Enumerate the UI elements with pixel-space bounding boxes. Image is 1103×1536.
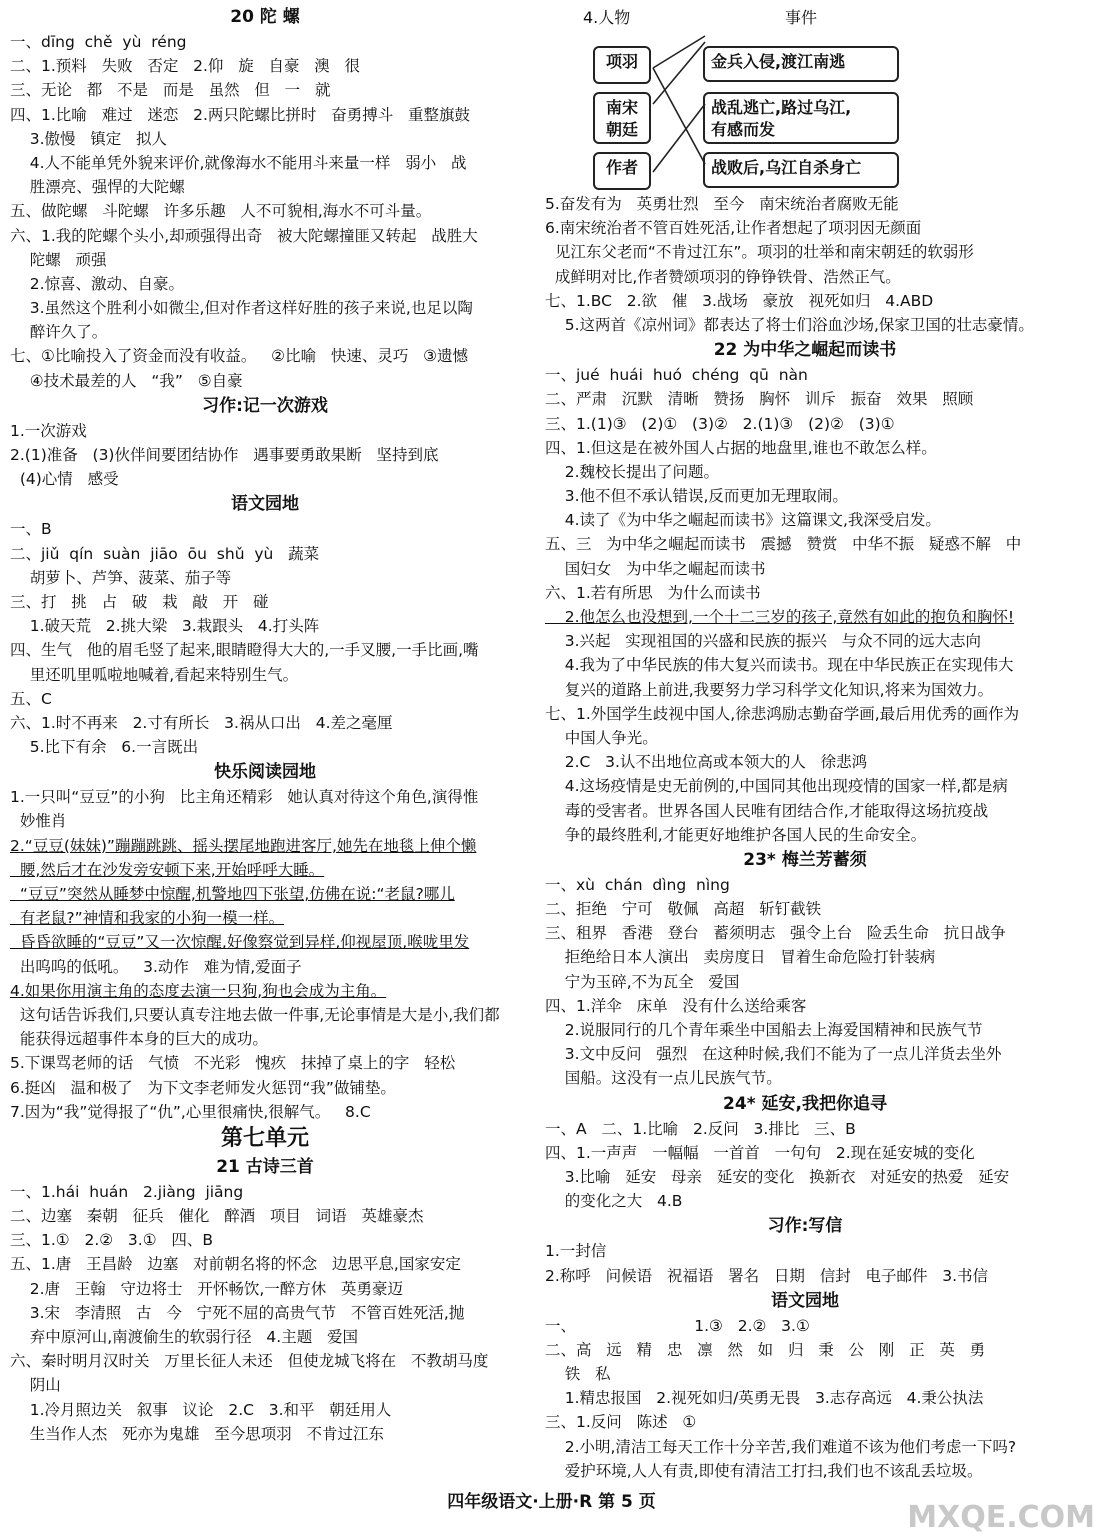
left-answer-line: 有老鼠?”神情和我家的小狗一模一样。 xyxy=(10,909,285,928)
left-answer-line: 七、①比喻投入了资金而没有收益。 ②比喻 快速、灵巧 ③遗憾 xyxy=(10,347,469,366)
left-answer-line: 五、C xyxy=(10,689,52,708)
diagram-event-box: 战乱逃亡,路过乌江, 有感而发 xyxy=(703,92,899,144)
left-answer-line: 2.(1)准备 (3)伙伴间要团结协作 遇事要勇敢果断 坚持到底 xyxy=(10,446,439,464)
right-answer-line: 二、高 远 精 忠 凛 然 如 归 秉 公 刚 正 英 勇 xyxy=(545,1340,986,1359)
left-answer-line: 能获得远超事件本身的巨大的成功。 xyxy=(10,1030,268,1049)
left-answer-line: 1.一只叫“豆豆”的小狗 比主角还精彩 她认真对待这个角色,演得惟 xyxy=(10,788,479,807)
right-answer-line: 中国人争光。 xyxy=(545,728,658,747)
right-answer-line: 宁为玉碎,不为瓦全 爱国 xyxy=(545,972,740,991)
left-answer-line: 阴山 xyxy=(10,1376,61,1395)
left-answer-line: 三、打 挑 占 破 栽 敲 开 碰 xyxy=(10,592,269,611)
left-answer-line: 7.因为“我”觉得报了“仇”,心里很痛快,很解气。 8.C xyxy=(10,1102,371,1121)
left-answer-line: 三、无论 都 不是 而是 虽然 但 一 就 xyxy=(10,81,331,100)
right-answer-line: 六、1.若有所思 为什么而读书 xyxy=(545,583,761,602)
right-answer-line: 2.C 3.认不出地位高或本领大的人 徐悲鸿 xyxy=(545,753,868,772)
right-answer-line: 的变化之大 4.B xyxy=(545,1192,683,1211)
diagram-header-person: 4.人物 xyxy=(583,8,631,27)
matching-diagram xyxy=(545,4,1065,192)
left-answer-line: 一、B xyxy=(10,520,52,539)
left-answer-line: 1.一次游戏 xyxy=(10,421,87,440)
left-answer-line: 1.破天荒 2.挑大梁 3.栽跟头 4.打头阵 xyxy=(10,617,320,636)
right-answer-line: 3.兴起 实现祖国的兴盛和民族的振兴 与众不同的远大志向 xyxy=(545,632,982,651)
right-answer-line: 七、1.BC 2.欲 催 3.战场 豪放 视死如归 4.ABD xyxy=(545,291,934,310)
right-answer-line: 毒的受害者。世界各国人民唯有团结合作,才能取得这场抗疫战 xyxy=(545,801,989,820)
right-answer-line: 拒绝给日本人演出 卖房度日 冒着生命危险打针装病 xyxy=(545,948,936,967)
right-answer-line: 2.说服同行的几个青年乘坐中国船去上海爱国精神和民族气节 xyxy=(545,1021,983,1039)
left-answer-line: 四、生气 他的眉毛竖了起来,眼睛瞪得大大的,一手叉腰,一手比画,嘴 xyxy=(10,641,479,660)
left-answer-line: 5.下课骂老师的话 气愤 不光彩 愧疚 抹掉了桌上的字 轻松 xyxy=(10,1054,456,1073)
right-answer-line: 3.他不但不承认错误,反而更加无理取闹。 xyxy=(545,487,848,506)
left-heading: 21 古诗三首 xyxy=(216,1156,314,1177)
diagram-event-box: 战败后,乌江自杀身亡 xyxy=(703,152,899,188)
right-answer-line: 2.他怎么也没想到,一个十二三岁的孩子,竟然有如此的抱负和胸怀! xyxy=(545,608,1015,626)
left-answer-line: 4.人不能单凭外貌来评价,就像海水不能用斗来量一样 弱小 战 xyxy=(10,153,467,172)
right-answer-line: 2.小明,清洁工每天工作十分辛苦,我们难道不该为他们考虑一下吗? xyxy=(545,1437,1017,1456)
left-answer-line: 2.“豆豆(妹妹)”蹦蹦跳跳、摇头摆尾地跑进客厅,她先在地毯上伸个懒 xyxy=(10,836,477,855)
right-answer-line: 6.南宋统治者不管百姓死活,让作者想起了项羽因无颜面 xyxy=(545,219,922,238)
left-answer-line: 腰,然后才在沙发旁安顿下来,开始呼呼大睡。 xyxy=(10,860,325,879)
left-answer-line: 二、1.预料 失败 否定 2.仰 旋 自豪 澳 很 xyxy=(10,57,361,76)
left-answer-line: 1.冷月照边关 叙事 议论 2.C 3.和平 朝廷用人 xyxy=(10,1400,392,1419)
right-column xyxy=(545,4,1065,1483)
left-answer-line: 2.惊喜、激动、自豪。 xyxy=(10,274,184,293)
right-heading: 语文园地 xyxy=(771,1290,839,1311)
right-answer-line: 二、严肃 沉默 清晰 赞扬 胸怀 训斥 振奋 效果 照顾 xyxy=(545,390,974,409)
left-answer-line: 生当作人杰 死亦为鬼雄 至今思项羽 不肯过江东 xyxy=(10,1424,385,1443)
left-answer-line: 3.傲慢 镇定 拟人 xyxy=(10,129,168,148)
left-answer-line: 醉许久了。 xyxy=(10,323,108,342)
left-answer-line: ④技术最差的人 “我” ⑤自豪 xyxy=(10,371,243,390)
right-answer-line: 复兴的道路上前进,我要努力学习科学文化知识,将来为国效力。 xyxy=(545,680,994,699)
right-answer-line: 一、A 二、1.比喻 2.反问 3.排比 三、B xyxy=(545,1119,856,1138)
right-answer-line: 5.奋发有为 英勇壮烈 至今 南宋统治者腐败无能 xyxy=(545,195,899,213)
right-answer-line: 七、1.外国学生歧视中国人,徐悲鸿励志勤奋学画,最后用优秀的画作为 xyxy=(545,704,1020,723)
left-answer-line: 5.比下有余 6.一言既出 xyxy=(10,738,199,757)
diagram-person-box: 作者 xyxy=(593,152,651,190)
left-answer-line: 4.如果你用演主角的态度去演一只狗,狗也会成为主角。 xyxy=(10,981,387,1000)
left-answer-line: 弃中原河山,南渡偷生的软弱行径 4.主题 爱国 xyxy=(10,1328,358,1346)
left-answer-line: 三、1.① 2.② 3.① 四、B xyxy=(10,1231,214,1250)
right-answer-line: 2.称呼 问候语 祝福语 署名 日期 信封 电子邮件 3.书信 xyxy=(545,1266,989,1285)
left-answer-line: 二、边塞 秦朝 征兵 催化 醉酒 项目 词语 英雄豪杰 xyxy=(10,1207,424,1226)
right-answer-line: 3.比喻 延安 母亲 延安的变化 换新衣 对延安的热爱 延安 xyxy=(545,1167,1010,1186)
right-heading: 22 为中华之崛起而读书 xyxy=(713,340,897,361)
watermark: MXQE.COM xyxy=(907,1499,1095,1535)
right-answer-line: 2.魏校长提出了问题。 xyxy=(545,462,719,481)
right-answer-line: 三、1.反问 陈述 ① xyxy=(545,1413,697,1432)
left-heading: 快乐阅读园地 xyxy=(214,762,316,783)
left-answer-line: 里还叽里呱啦地喊着,看起来特别生气。 xyxy=(10,665,299,684)
right-answer-line: 4.这场疫情是史无前例的,中国同其他出现疫情的国家一样,都是病 xyxy=(545,777,1008,796)
left-answer-line: 6.挺凶 温和极了 为下文李老师发火惩罚“我”做铺垫。 xyxy=(10,1078,396,1097)
right-answer-line: 3.文中反问 强烈 在这种时候,我们不能为了一点儿洋货去坐外 xyxy=(545,1045,1002,1064)
right-answer-line: 四、1.一声声 一幅幅 一首首 一句句 2.现在延安城的变化 xyxy=(545,1143,975,1162)
right-answer-line: 四、1.洋伞 床单 没有什么送给乘客 xyxy=(545,996,807,1015)
diagram-person-box: 南宋 朝廷 xyxy=(593,92,651,144)
right-answer-line: 三、1.(1)③ (2)① (3)② 2.(1)③ (2)② (3)① xyxy=(545,414,895,433)
right-heading: 24* 延安,我把你追寻 xyxy=(723,1093,887,1114)
diagram-event-box: 金兵入侵,渡江南逃 xyxy=(703,46,899,82)
right-answer-line: 五、三 为中华之崛起而读书 震撼 赞赏 中华不振 疑惑不解 中 xyxy=(545,535,1022,554)
left-answer-line: 五、做陀螺 斗陀螺 许多乐趣 人不可貌相,海水不可斗量。 xyxy=(10,202,432,221)
right-answer-line: 4.我为了中华民族的伟大复兴而读书。现在中华民族正在实现伟大 xyxy=(545,656,1014,675)
left-answer-line: 出呜呜的低吼。 3.动作 难为情,爱面子 xyxy=(10,957,302,976)
left-column xyxy=(10,4,520,1446)
left-answer-line: 五、1.唐 王昌龄 边塞 对前朝名将的怀念 边思平息,国家安定 xyxy=(10,1255,461,1274)
left-answer-line: 六、1.我的陀螺个头小,却顽强得出奇 被大陀螺撞匪又转起 战胜大 xyxy=(10,226,478,245)
page-footer: 四年级语文·上册·R 第 5 页 xyxy=(447,1492,656,1512)
left-heading: 习作:记一次游戏 xyxy=(202,395,328,416)
right-answer-line: 爱护环境,人人有责,即使有清洁工打扫,我们也不该乱丢垃圾。 xyxy=(545,1461,983,1480)
right-answer-line: 铁 私 xyxy=(545,1365,611,1384)
right-answer-line: 二、拒绝 宁可 敬佩 高超 斩钉截铁 xyxy=(545,900,822,919)
left-answer-line: 一、1.hái huán 2.jiàng jiāng xyxy=(10,1182,244,1201)
left-answer-line: 胡萝卜、芦笋、菠菜、茄子等 xyxy=(10,568,232,587)
right-answer-line: 一、xù chán dìng nìng xyxy=(545,875,730,894)
left-answer-line: 六、秦时明月汉时关 万里长征人未还 但使龙城飞将在 不教胡马度 xyxy=(10,1352,489,1371)
left-heading: 语文园地 xyxy=(231,494,299,515)
right-answer-line: 国船。这没有一点儿民族气节。 xyxy=(545,1069,782,1088)
left-answer-line: 这句话告诉我们,只要认真专注地去做一件事,无论事情是大是小,我们都 xyxy=(10,1005,500,1024)
right-answer-line: 1.一封信 xyxy=(545,1242,607,1261)
left-answer-line: (4)心情 感受 xyxy=(10,470,119,489)
left-heading: 20 陀 螺 xyxy=(230,7,300,27)
right-answer-line: 国妇女 为中华之崛起而读书 xyxy=(545,559,766,578)
left-answer-line: 胜漂亮、强悍的大陀螺 xyxy=(10,178,185,197)
right-answer-line: 争的最终胜利,才能更好地维护各国人民的生命安全。 xyxy=(545,825,927,844)
left-answer-line: 2.唐 王翰 守边将士 开怀畅饮,一醉方休 英勇豪迈 xyxy=(10,1279,404,1298)
left-answer-line: 3.虽然这个胜利小如微尘,但对作者这样好胜的孩子来说,也足以陶 xyxy=(10,299,473,318)
right-answer-line: 1.精忠报国 2.视死如归/英勇无畏 3.志存高远 4.秉公执法 xyxy=(545,1389,984,1408)
left-answer-line: 陀螺 顽强 xyxy=(10,250,107,269)
left-answer-line: 昏昏欲睡的“豆豆”又一次惊醒,好像察觉到异样,仰视屋顶,喉咙里发 xyxy=(10,933,470,952)
right-answer-line: 4.读了《为中华之崛起而读书》这篇课文,我深受启发。 xyxy=(545,511,941,530)
right-answer-line: 一、jué huái huó chéng qū nàn xyxy=(545,366,808,385)
diagram-header-event: 事件 xyxy=(785,8,818,27)
left-answer-line: “豆豆”突然从睡梦中惊醒,机警地四下张望,仿佛在说:“老鼠?哪儿 xyxy=(10,885,455,903)
diagram-person-box: 项羽 xyxy=(593,46,651,84)
right-answer-line: 三、租界 香港 登台 蓄须明志 强令上台 险丢生命 抗日战争 xyxy=(545,924,1006,943)
right-answer-line: 成鲜明对比,作者赞颂项羽的铮铮铁骨、浩然正气。 xyxy=(545,267,901,286)
left-answer-line: 一、dīng chě yù réng xyxy=(10,33,187,51)
right-answer-line: 一、 1.③ 2.② 3.① xyxy=(545,1316,810,1335)
left-heading: 第七单元 xyxy=(220,1125,309,1151)
left-answer-line: 四、1.比喻 难过 迷恋 2.两只陀螺比拼时 奋勇搏斗 重整旗鼓 xyxy=(10,105,470,124)
left-answer-line: 二、jiǔ qín suàn jiāo ōu shǔ yù 蔬菜 xyxy=(10,544,320,563)
left-answer-line: 六、1.时不再来 2.寸有所长 3.祸从口出 4.差之毫厘 xyxy=(10,713,393,732)
left-answer-line: 妙惟肖 xyxy=(10,812,67,831)
right-answer-line: 四、1.但这是在被外国人占据的地盘里,谁也不敢怎么样。 xyxy=(545,438,937,457)
right-heading: 习作:写信 xyxy=(767,1216,843,1237)
right-answer-line: 见江东父老而“不肯过江东”。项羽的壮举和南宋朝廷的软弱形 xyxy=(545,243,974,262)
left-answer-line: 3.宋 李清照 古 今 宁死不屈的高贵气节 不管百姓死活,抛 xyxy=(10,1303,465,1322)
right-answer-line: 5.这两首《凉州词》都表达了将士们浴血沙场,保家卫国的壮志豪情。 xyxy=(545,315,1034,334)
right-heading: 23* 梅兰芳蓄须 xyxy=(743,849,867,870)
